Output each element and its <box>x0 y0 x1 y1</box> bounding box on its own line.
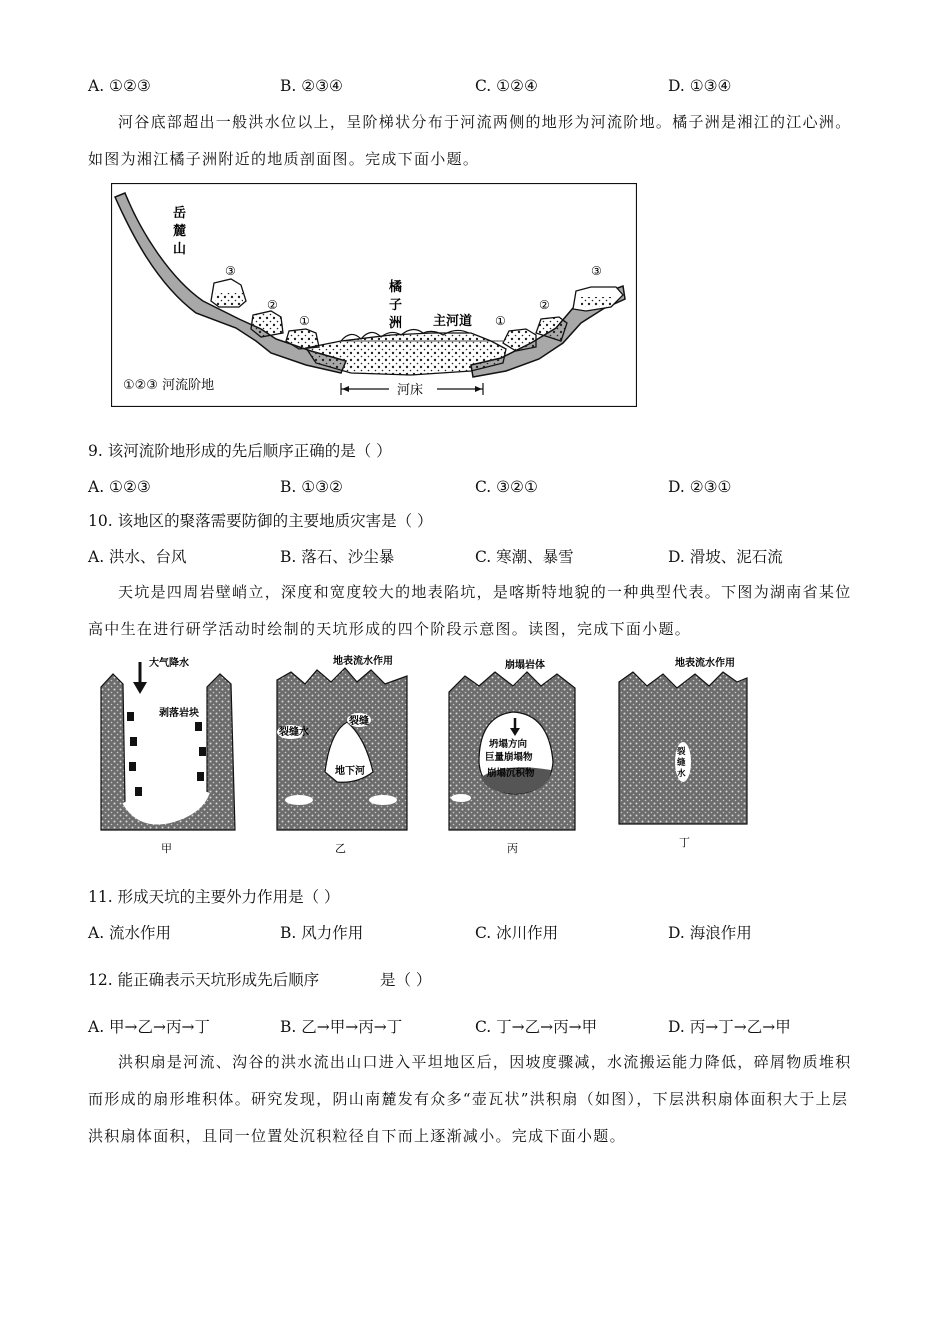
q9-option-b[interactable]: B. ①③② <box>280 478 343 496</box>
q8-option-d[interactable]: D. ①③④ <box>668 77 732 95</box>
tiankeng-stages-figure <box>95 652 760 857</box>
q11-stem: 11. 形成天坑的主要外力作用是（ ） <box>88 888 340 906</box>
terrace-1-right-label: ① <box>495 314 506 328</box>
q8-option-b[interactable]: B. ②③④ <box>280 77 343 95</box>
bing-label-debris: 巨量崩塌物 <box>485 752 533 763</box>
island-label-3: 洲 <box>389 316 403 331</box>
q10-option-a[interactable]: A. 洪水、台风 <box>88 548 187 566</box>
terrace-3-right-label: ③ <box>591 264 602 278</box>
q12-stem-tail: 是（ ） <box>380 971 432 989</box>
q12-option-c[interactable]: C. 丁→乙→丙→甲 <box>475 1018 598 1036</box>
q12-option-d[interactable]: D. 丙→丁→乙→甲 <box>668 1018 791 1036</box>
channel-label: 主河道 <box>433 314 473 329</box>
yi-label-crackwater: 裂缝水 <box>279 727 309 738</box>
q12-option-b[interactable]: B. 乙→甲→丙→丁 <box>280 1018 403 1036</box>
q9-stem: 9. 该河流阶地形成的先后顺序正确的是（ ） <box>88 442 392 460</box>
panel-jia-name: 甲 <box>161 842 172 855</box>
q12-option-a[interactable]: A. 甲→乙→丙→丁 <box>88 1018 211 1036</box>
q10-stem: 10. 该地区的聚落需要防御的主要地质灾害是（ ） <box>88 512 433 530</box>
terrace-legend: ①②③ 河流阶地 <box>123 378 215 393</box>
riverbed-label: 河床 <box>397 383 424 398</box>
yi-label-surface: 地表流水作用 <box>333 656 393 667</box>
yi-label-river: 地下河 <box>335 766 365 777</box>
bing-label-direction: 坍塌方向 <box>489 739 528 750</box>
ding-label-water: 水 <box>677 769 686 779</box>
q9-option-d[interactable]: D. ②③① <box>668 478 732 496</box>
island-label-1: 橘 <box>389 280 403 295</box>
jia-label-precip: 大气降水 <box>149 658 189 669</box>
q11-option-d[interactable]: D. 海浪作用 <box>668 924 752 942</box>
yi-label-crack: 裂缝 <box>349 716 369 727</box>
passage-alluvial-fan: 洪积扇是河流、沟谷的洪水流出山口进入平坦地区后，因坡度骤减，水流搬运能力降低，碎屑物质堆积而形成的扇形堆积体。研究发现，阴山南麓发有众多“壶瓦状”洪积扇（如图），下层洪积扇体面积大于上层洪积扇体面积，且同一位置处沉积粒径自下而上逐渐减小。完成下面小题。 <box>88 1053 852 1145</box>
bing-label-collapse: 崩塌岩体 <box>505 660 545 671</box>
island-label-2: 子 <box>389 298 403 313</box>
panel-jia <box>101 656 235 855</box>
terrace-3-left-label: ③ <box>225 264 236 278</box>
q12-stem: 12. 能正确表示天坑形成先后顺序 <box>88 971 320 989</box>
passage-tiankeng: 天坑是四周岩壁峭立，深度和宽度较大的地表陷坑，是喀斯特地貌的一种典型代表。下图为湖南省某位高中生在进行研学活动时绘制的天坑形成的四个阶段示意图。读图，完成下面小题。 <box>88 583 852 638</box>
bing-label-sediment: 崩塌沉积物 <box>487 768 535 779</box>
panel-yi-name: 乙 <box>335 842 346 855</box>
panel-bing-name: 丙 <box>507 842 518 855</box>
q10-option-d[interactable]: D. 滑坡、泥石流 <box>668 548 783 566</box>
q9-option-c[interactable]: C. ③②① <box>475 478 538 496</box>
mountain-label-3: 山 <box>173 242 187 257</box>
q11-option-c[interactable]: C. 冰川作用 <box>475 924 559 942</box>
q9-option-a[interactable]: A. ①②③ <box>88 478 151 496</box>
mountain-label-2: 麓 <box>173 224 187 239</box>
mountain-label-1: 岳 <box>173 206 187 221</box>
q10-option-b[interactable]: B. 落石、沙尘暴 <box>280 548 395 566</box>
panel-yi <box>277 654 407 855</box>
panel-bing <box>449 658 575 855</box>
ding-label-crack: 裂 <box>677 747 686 757</box>
q10-option-c[interactable]: C. 寒潮、暴雪 <box>475 548 574 566</box>
panel-ding-name: 丁 <box>679 836 690 849</box>
terrace-2-right-label: ② <box>539 298 550 312</box>
terrace-1-left-label: ① <box>299 314 310 328</box>
panel-ding <box>619 656 747 849</box>
q8-option-c[interactable]: C. ①②④ <box>475 77 538 95</box>
q11-option-a[interactable]: A. 流水作用 <box>88 924 172 942</box>
q11-option-b[interactable]: B. 风力作用 <box>280 924 364 942</box>
passage-river-terrace: 河谷底部超出一般洪水位以上，呈阶梯状分布于河流两侧的地形为河流阶地。橘子洲是湘江的江心洲。如图为湘江橘子洲附近的地质剖面图。完成下面小题。 <box>88 113 852 168</box>
jia-label-blocks: 剥落岩块 <box>159 708 199 719</box>
terrace-2-left-label: ② <box>267 298 278 312</box>
river-profile-figure <box>111 183 637 407</box>
ding-label-surface: 地表流水作用 <box>675 658 735 669</box>
q8-option-a[interactable]: A. ①②③ <box>88 77 151 95</box>
ding-label-seam: 缝 <box>677 758 686 768</box>
